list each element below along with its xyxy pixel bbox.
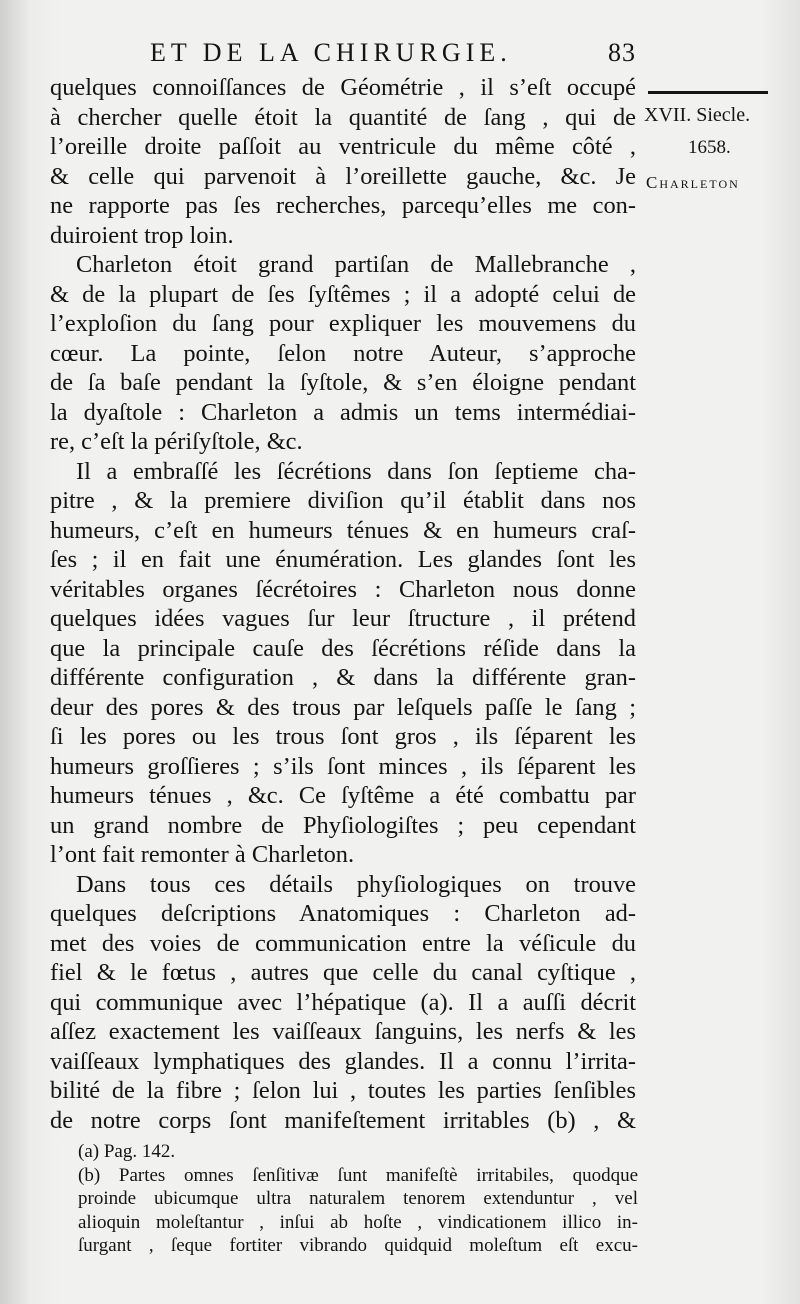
text-line: que la principale cauſe des ſécrétions réſide dans la (50, 634, 636, 662)
footnote-b-line: proinde ubicumque ultra naturalem tenorem extenduntur , vel (78, 1188, 638, 1209)
text-line: pitre , & la premiere diviſion qu’il établit dans nos (50, 487, 636, 514)
text-line: l’ont fait remonter à Charleton. (50, 841, 355, 868)
text-line: & celle qui parvenoit à l’oreillette gauche, &c. Je (50, 162, 636, 190)
text-line: quelques connoiſſances de Géométrie , il s’eſt occupé (50, 74, 636, 101)
text-line: de ſa baſe pendant la ſyſtole, & s’en éloigne pendant (50, 369, 636, 396)
running-title: ET DE LA CHIRURGIE. (150, 38, 512, 67)
margin-author: Charleton (646, 173, 740, 192)
footnote-b-line: (b) Partes omnes ſenſitivæ ſunt manifeſtè irritabiles, quodque (78, 1164, 638, 1186)
text-line: humeurs ténues , &c. Ce ſyſtême a été combattu par (50, 782, 636, 809)
text-line: l’oreille droite paſſoit au ventricule du même côté , (50, 133, 636, 160)
text-line: vaiſſeaux lymphatiques des glandes. Il a connu l’irrita- (50, 1047, 636, 1075)
text-line: Charleton étoit grand partiſan de Mallebranche , (76, 251, 636, 278)
text-line: humeurs groſſieres ; s’ils ſont minces , ils ſéparent les (50, 752, 636, 780)
text-line: la dyaſtole : Charleton a admis un tems intermédiai- (50, 398, 636, 426)
body-text (50, 73, 636, 1135)
footnote-b-line: ſurgant , ſeque fortiter vibrando quidquid moleſtum eſt excu- (78, 1235, 638, 1256)
text-line: l’exploſion du ſang pour expliquer les mouvemens du (50, 310, 636, 337)
text-line: qui communique avec l’hépatique (a). Il a auſſi décrit (50, 988, 636, 1016)
text-line: à chercher quelle étoit la quantité de ſang , qui de (50, 103, 636, 131)
text-line: humeurs, c’eſt en humeurs ténues & en humeurs craſ- (50, 516, 636, 544)
text-line: véritables organes ſécrétoires : Charleton nous donne (50, 575, 636, 603)
text-line: re, c’eſt la périſyſtole, &c. (50, 428, 303, 455)
text-line: ne rapporte pas ſes recherches, parcequ’elles me con- (50, 192, 636, 219)
text-line: de notre corps ſont manifeſtement irritables (b) , & (50, 1106, 636, 1134)
footnote-b-line: alioquin moleſtantur , inſui ab hoſte , vindicationem illico in- (78, 1211, 638, 1233)
text-line: fiel & le fœtus , autres que celle du canal cyſtique , (50, 959, 636, 986)
text-line: cœur. La pointe, ſelon notre Auteur, s’approche (50, 339, 636, 367)
footnote-a: (a) Pag. 142. (78, 1141, 176, 1162)
text-line: aſſez exactement les vaiſſeaux ſanguins, les nerfs & les (50, 1018, 636, 1045)
text-line: quelques deſcriptions Anatomiques : Charleton ad- (50, 900, 636, 927)
text-line: duiroient trop loin. (50, 221, 234, 249)
text-line: Dans tous ces détails phyſiologiques on trouve (76, 870, 636, 898)
text-line: différente configuration , & dans la différente gran- (50, 664, 636, 691)
text-line: quelques idées vagues ſur leur ſtructure , il prétend (50, 605, 636, 632)
margin-rule (648, 91, 768, 94)
text-line: ſes ; il en fait une énumération. Les glandes ſont les (50, 546, 636, 573)
text-line: deur des pores & des trous par leſquels paſſe le ſang ; (50, 693, 636, 721)
text-line: un grand nombre de Phyſiologiſtes ; peu cependant (50, 811, 636, 839)
page-number: 83 (608, 38, 636, 67)
text-line: ſi les pores ou les trous ſont gros , ils ſéparent les (50, 723, 636, 750)
text-line: Il a embraſſé les ſécrétions dans ſon ſeptieme cha- (76, 457, 636, 485)
text-line: & de la plupart de ſes ſyſtêmes ; il a adopté celui de (50, 280, 636, 308)
margin-notes (638, 85, 796, 193)
margin-century: XVII. Siecle. (644, 104, 751, 126)
text-line: met des voies de communication entre la véſicule du (50, 929, 636, 957)
text-line: bilité de la fibre ; ſelon lui , toutes les parties ſenſibles (50, 1077, 636, 1104)
margin-year: 1658. (688, 137, 731, 158)
footnotes (78, 1140, 638, 1258)
